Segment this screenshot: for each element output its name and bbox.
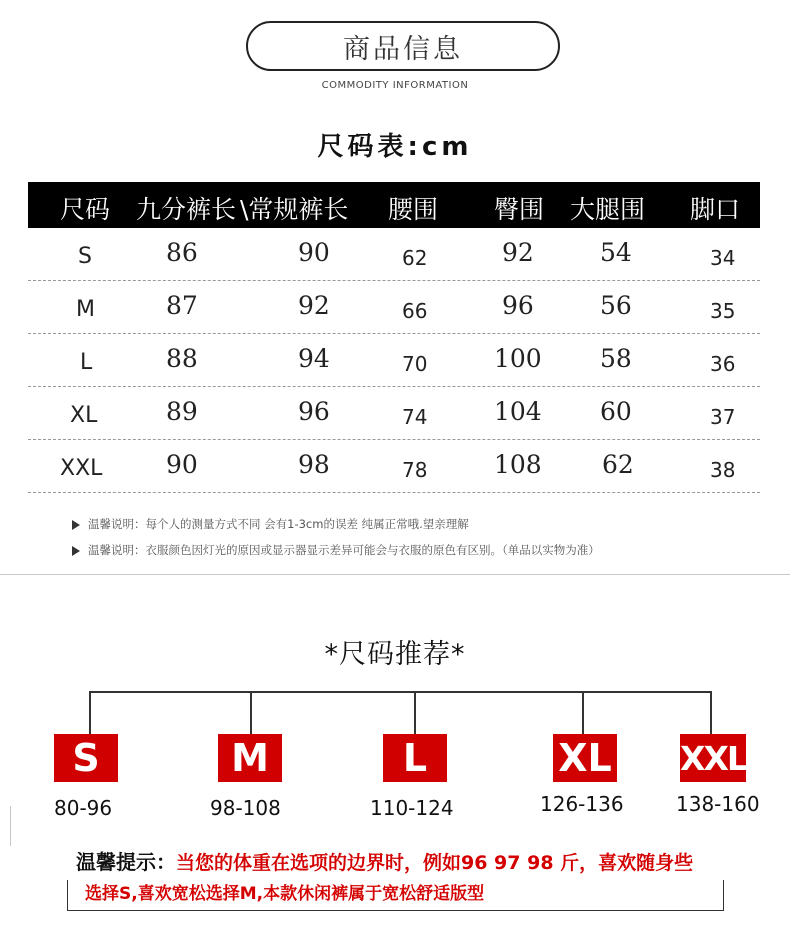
cell-thigh: 56 <box>600 291 632 320</box>
connector-drop <box>89 691 91 734</box>
size-badge-xxl: XXL <box>680 734 746 782</box>
recommend-title: *尺码推荐* <box>324 639 466 670</box>
weight-range-xl: 126-136 <box>540 792 624 816</box>
cell-regular-length: 92 <box>298 291 330 320</box>
cell-thigh: 62 <box>602 450 634 479</box>
cell-hip: 100 <box>494 344 542 373</box>
connector-drop <box>582 691 584 734</box>
size-badge-s: S <box>54 734 118 782</box>
cell-size: L <box>80 350 93 375</box>
section-divider <box>0 574 790 575</box>
size-table-header <box>28 182 760 228</box>
connector-line <box>90 691 711 693</box>
cell-cropped-length: 88 <box>166 344 198 373</box>
table-row <box>28 440 760 493</box>
cell-hem: 37 <box>710 405 736 429</box>
column-header-hip: 臀围 <box>494 195 545 224</box>
cell-size: XXL <box>60 456 103 481</box>
cell-hem: 38 <box>710 458 736 482</box>
cell-size: S <box>78 244 92 269</box>
cell-hem: 34 <box>710 246 736 270</box>
cell-cropped-length: 89 <box>166 397 198 426</box>
tip-label: 温馨提示： <box>76 850 176 874</box>
cell-regular-length: 94 <box>298 344 330 373</box>
header-title-pill: 商品信息 <box>246 21 560 71</box>
size-badge-l: L <box>383 734 447 782</box>
cell-regular-length: 98 <box>298 450 330 479</box>
cell-hip: 104 <box>494 397 542 426</box>
connector-drop <box>250 691 252 734</box>
header-subtitle: COMMODITY INFORMATION <box>321 80 469 91</box>
cell-size: XL <box>70 403 98 428</box>
cell-waist: 74 <box>402 405 428 429</box>
cell-thigh: 60 <box>600 397 632 426</box>
table-row <box>28 228 760 281</box>
cell-hem: 36 <box>710 352 736 376</box>
cell-waist: 62 <box>402 246 428 270</box>
cell-thigh: 58 <box>600 344 632 373</box>
column-header-hem: 脚口 <box>690 195 741 224</box>
note-text: 温馨说明：衣服颜色因灯光的原因或显示器显示差异可能会与衣服的原色有区别。（单品以实物为准） <box>88 543 600 557</box>
column-header-size: 尺码 <box>60 195 111 224</box>
column-header-regular-length: \常规裤长 <box>240 195 349 224</box>
size-table <box>28 182 760 493</box>
column-header-cropped-length: 九分裤长 <box>136 195 237 224</box>
cell-cropped-length: 90 <box>166 450 198 479</box>
cell-cropped-length: 86 <box>166 238 198 267</box>
connector-drop <box>710 691 712 734</box>
cell-hip: 108 <box>494 450 542 479</box>
cell-hem: 35 <box>710 299 736 323</box>
note-measurement <box>72 516 469 532</box>
weight-range-l: 110-124 <box>370 796 454 820</box>
cell-waist: 66 <box>402 299 428 323</box>
note-text: 温馨说明：每个人的测量方式不同 会有1-3cm的误差 纯属正常哦.望亲理解 <box>88 517 469 531</box>
column-header-thigh: 大腿围 <box>570 195 646 224</box>
size-badge-xl: XL <box>553 734 617 782</box>
cell-waist: 78 <box>402 458 428 482</box>
note-color <box>72 542 600 558</box>
size-table-title: 尺码表:cm <box>317 132 473 162</box>
triangle-bullet-icon <box>72 546 80 556</box>
cell-cropped-length: 87 <box>166 291 198 320</box>
table-row <box>28 334 760 387</box>
triangle-bullet-icon <box>72 520 80 530</box>
cell-regular-length: 96 <box>298 397 330 426</box>
weight-range-s: 80-96 <box>54 796 113 820</box>
weight-range-xxl: 138-160 <box>676 792 760 816</box>
tip-line-1 <box>76 846 693 875</box>
size-badge-m: M <box>218 734 282 782</box>
table-row <box>28 281 760 334</box>
cell-regular-length: 90 <box>298 238 330 267</box>
weight-range-m: 98-108 <box>210 796 281 820</box>
cell-hip: 92 <box>502 238 534 267</box>
cell-size: M <box>76 297 95 322</box>
edge-mark <box>10 806 11 846</box>
cell-hip: 96 <box>502 291 534 320</box>
cell-thigh: 54 <box>600 238 632 267</box>
tip-text-1: 当您的体重在选项的边界时，例如96 97 98 斤，喜欢随身些 <box>176 852 694 874</box>
table-row <box>28 387 760 440</box>
tip-line-2: 选择S,喜欢宽松选择M,本款休闲裤属于宽松舒适版型 <box>85 884 485 904</box>
connector-drop <box>414 691 416 734</box>
column-header-waist: 腰围 <box>388 195 439 224</box>
cell-waist: 70 <box>402 352 428 376</box>
